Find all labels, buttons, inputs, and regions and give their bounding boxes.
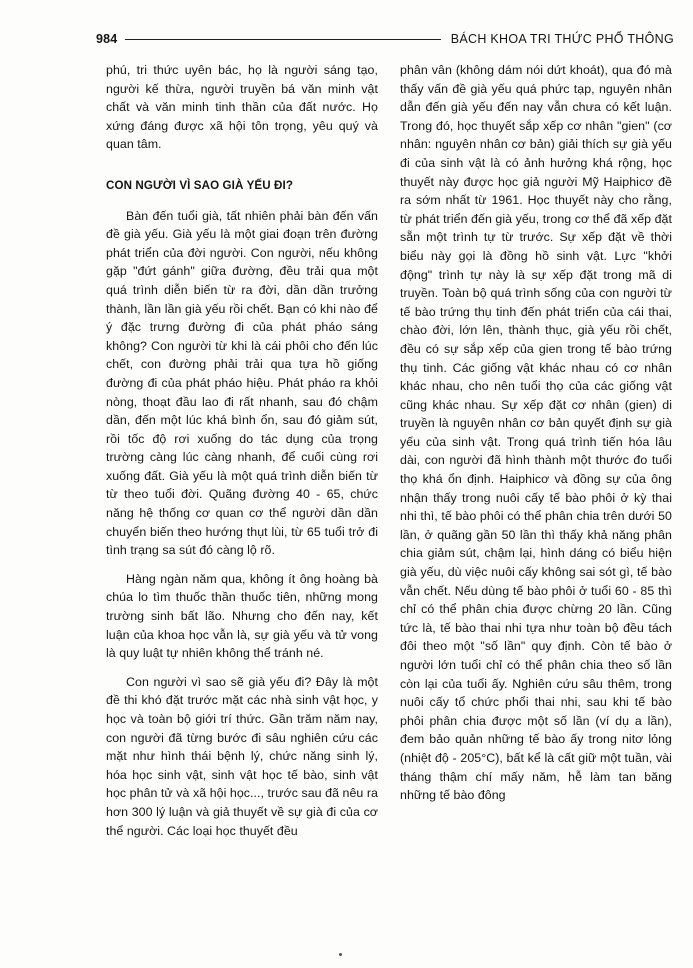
right-column (400, 61, 672, 805)
running-title: BÁCH KHOA TRI THỨC PHỔ THÔNG (450, 32, 674, 46)
continued-paragraph: phân vân (không dám nói dứt khoát), qua đó mà thấy vấn đề già yếu quá phức tạp, nguyên nhân dẫn đến già yếu đến nay vẫn chưa có kết luận. Trong đó, học thuyết sắp xếp cơ nhân "gien" (cơ nhân: nguyên nhân cơ bản) giải thích sự già yếu đi của sinh vật là có ảnh hưởng khá rộng, học thuyết này được học giả người Mỹ Haiphicơ đề ra sớm nhất từ 1961. Học thuyết này cho rằng, từ phát triển đến già yếu, trong cơ thể đã xếp đặt sẵn một trình tự từ trước. Sự xếp đặt về thời biểu này gọi là đồng hồ sinh vật. Lực "khởi động" trình tự này là sự xếp đặt trong mã di truyền. Toàn bộ quá trình sống của con người từ tế bào trứng thụ tinh đến phát triển của cái thai, chào đời, lớn lên, thành thục, già yếu rồi chết, đều có sự sắp xếp của gien trong tế bào trứng thụ tinh. Các giống vật khác nhau có cơ nhân khác nhau, cho nên tuổi thọ của các giống vật cũng khác nhau. Sự xếp đặt cơ nhân (gien) di truyền là nguyên nhân cơ bản quyết định sự già yếu của sinh vật. Trong quá trình tiến hóa lâu dài, con người đã hình thành một thước đo tuổi thọ khá ổn định. Haiphicơ và đồng sự của ông nhận thấy trong nuôi cấy tế bào phôi ở kỳ thai nhi thì, tế bào phôi có thể phân chia trên dưới 50 lần, ở quãng gần 50 lần thì thấy khả năng phân chia giảm sút, chậm lại, hình dáng có biểu hiện già yếu, dù việc nuôi cấy không sai sót gì, tế bào vẫn chết. Nếu dùng tế bào phôi ở tuổi 60 - 85 thì chỉ có thể phân chia được chừng 20 lần. Cũng tức là, tế bào thai nhi tựa như toàn bộ đều tách đôi theo một "số lần" quy định. Còn tế bào ở người lớn tuổi chỉ có thể phân chia theo số lần còn lại của tuổi ấy. Nghiên cứu sâu thêm, trong nuôi cấy tổ chức phổi thai nhi, sau khi tế bào phôi phân chia được một số lần (ví dụ a lần), đem bảo quản những tế bào ấy trong nitơ lỏng (nhiệt độ - 205°C), bất kể là cất giữ một tuần, vài tháng thậm chí mấy năm, hễ làm tan băng những tế bào đông (400, 63, 672, 803)
left-column (106, 61, 378, 840)
intro-paragraph: phú, tri thức uyên bác, họ là người sáng tạo, người kế thừa, người truyền bá văn minh vật chất và văn minh tinh thần của đất nước. Họ xứng đáng được xã hội tôn trọng, yêu quý và quan tâm. (106, 63, 378, 152)
header-rule (125, 39, 440, 40)
body-paragraph-2: Hàng ngàn năm qua, không ít ông hoàng bà chúa lo tìm thuốc thần thuốc tiên, những mong trường sinh bất lão. Nhưng cho đến nay, kết luận của khoa học vẫn là, sự già yếu và tử vong là quy luật tự nhiên không thể tránh né. (106, 571, 378, 661)
running-header (96, 30, 674, 48)
scan-speck (339, 953, 342, 956)
body-paragraph-3: Con người vì sao sẽ già yếu đi? Đây là một đề thi khó đặt trước mặt các nhà sinh vật học, y học và toàn bộ giới trí thức. Gần trăm năm nay, con người đã từng bước đi sâu nghiên cứu các mặt như hình thái bệnh lý, chức năng sinh lý, hóa học sinh vật, sinh vật học tế bào, sinh vật học phân tử và xã hội học..., trước sau đã nêu ra hơn 300 lý luận và giả thuyết về sự già đi của cơ thể người. Các loại học thuyết đều (106, 674, 378, 838)
page-number: 984 (96, 32, 118, 46)
body-paragraph-1: Bàn đến tuổi già, tất nhiên phải bàn đến vấn đề già yếu. Già yếu là một giai đoạn trên đường phát triển của đời người. Con người, nếu không gặp "đứt gánh" giữa đường, đều trải qua một quá trình diễn biến từ ra đời, dần dần trưởng thành, lần lần già yếu rồi chết. Bạn có khi nào để ý đặc trưng đường đi của phát pháo sáng không? Con người từ khi là cái phôi cho đến lúc chết, con đường phải trải qua tựa hồ giống đường đi của phát pháo hiệu. Phát pháo ra khỏi nòng, thoạt đầu lao đi rất nhanh, sau đó chậm dần, đến một lúc khá bình ổn, sau đó giảm sút, rồi tốc độ rơi xuống do tác dụng của trọng trường càng lúc càng nhanh, để cuối cùng rơi xuống đất. Già yếu là một quá trình diễn biến từ từ theo tuổi đời. Quãng đường 40 - 65, chức năng hệ thống cơ quan cơ thể người dần dần chuyển biến theo hướng thụt lùi, từ 65 tuổi trở đi tình trạng sa sút đó càng lộ rõ. (106, 208, 378, 558)
section-heading: CON NGƯỜI VÌ SAO GIÀ YẾU ĐI? (106, 178, 294, 192)
